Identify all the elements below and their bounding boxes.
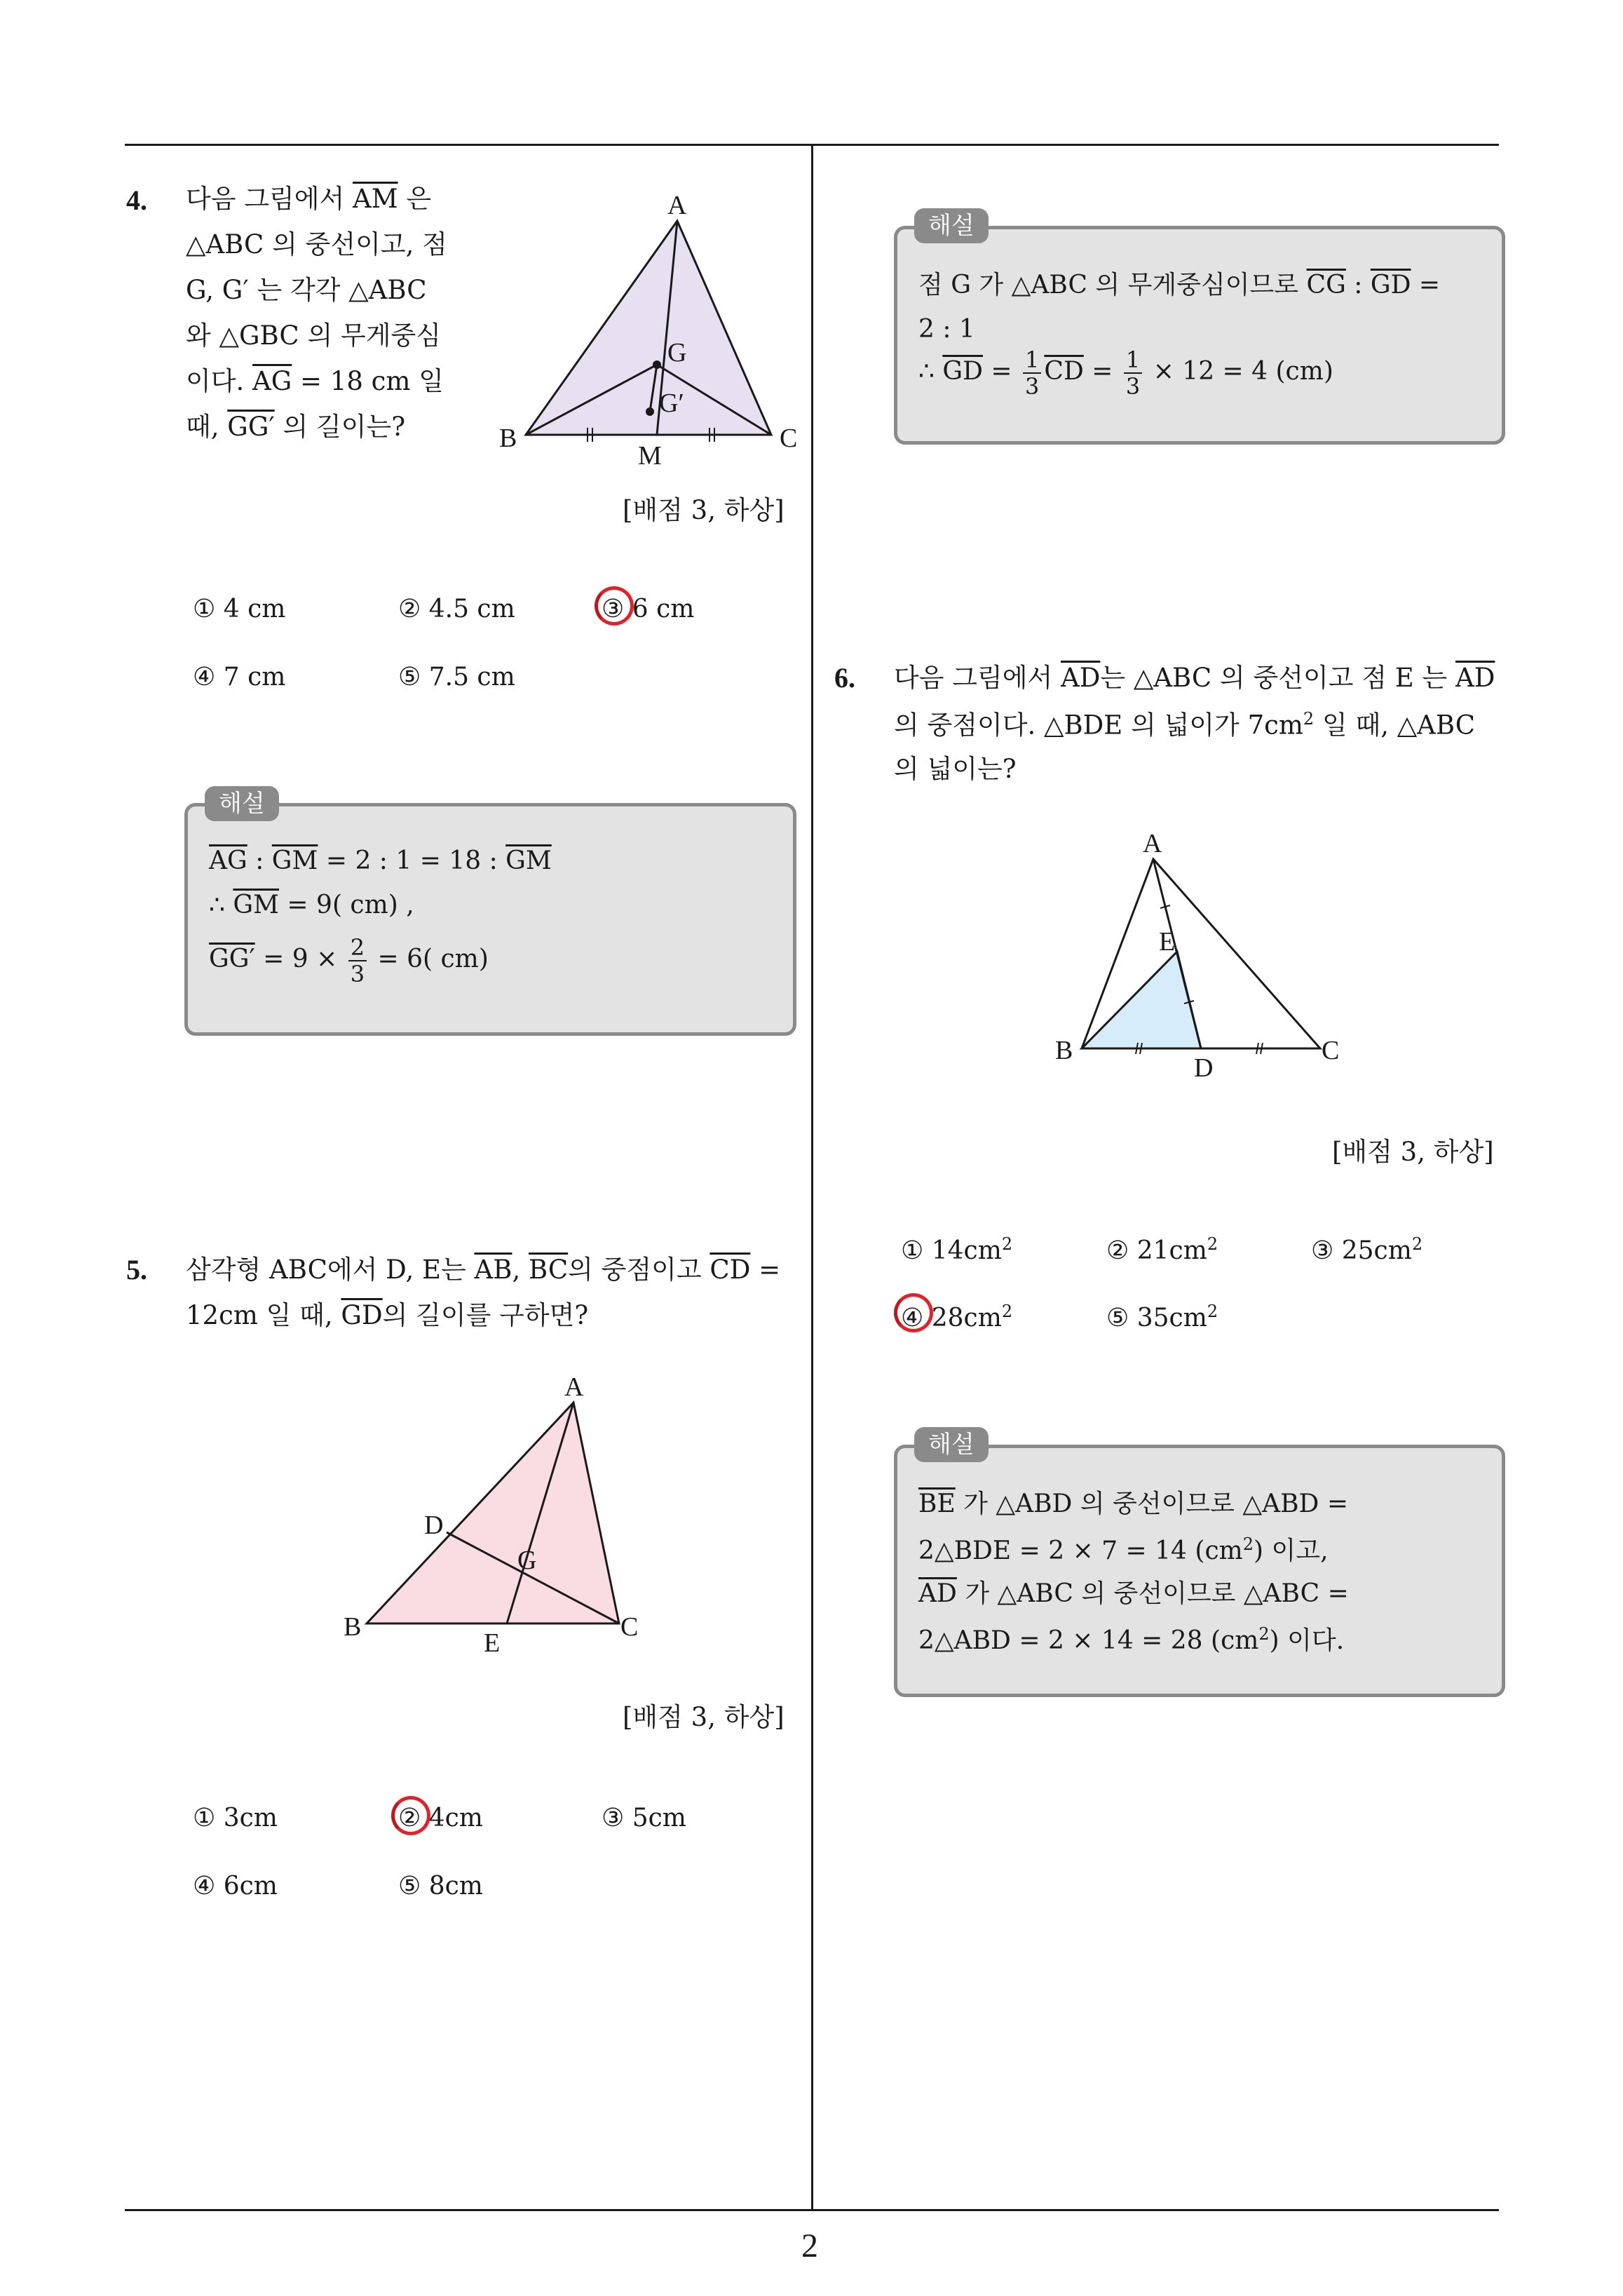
solution-line: 2△BDE = 2 × 7 = 14 $(cm^2)$ 이고, xyxy=(918,1534,1329,1565)
solution-line: $\overline{AG}$ : $\overline{GM} = 2$ : 1 = 18 : $\overline{GM}$ xyxy=(209,846,552,875)
q5-triangle-figure xyxy=(337,1371,659,1652)
label-g: G xyxy=(517,1546,537,1575)
choice-5[interactable]: ⑤ 7.5 cm xyxy=(398,663,515,691)
solution-tag: 해설 xyxy=(914,208,989,243)
point-g-prime xyxy=(646,407,654,416)
solution-line: GG′ = 9 × $\frac{2}{3}$ = 6( cm) xyxy=(209,934,489,987)
q4-triangle-figure xyxy=(491,186,813,473)
page-number: 2 xyxy=(801,2227,818,2264)
score-label: [배점 3, 하상] xyxy=(623,1702,785,1732)
choice-3[interactable]: ③ 5cm xyxy=(602,1804,686,1832)
solution-tag: 해설 xyxy=(914,1427,989,1462)
question-text-line: 삼각형 ABC에서 D, E는 $\overline{AB}$, $\overline{BC}$의 중점이고 $\overline{CD}$ = xyxy=(186,1255,781,1285)
question-text-line: 때, GG′ 의 길이는? xyxy=(186,412,406,442)
triangle-abc xyxy=(367,1403,619,1623)
choice-5[interactable]: ⑤ $35cm^2$ xyxy=(1106,1302,1218,1332)
choice-2[interactable]: ② 4.5 cm xyxy=(398,595,515,623)
solution-line: 2△ABD = 2 × 14 = 28 $(cm^2)$ 이다. xyxy=(918,1624,1345,1655)
label-a: A xyxy=(564,1372,584,1402)
solution-line: 2 : 1 xyxy=(918,315,975,344)
choice-2[interactable]: ② 4cm xyxy=(398,1804,483,1832)
choice-4[interactable]: ④ 7 cm xyxy=(193,663,286,691)
choice-3[interactable]: ③ 6 cm xyxy=(602,595,695,623)
question-text-line: △ABC 의 중선이고, 점 xyxy=(186,229,447,259)
label-a: A xyxy=(1143,829,1162,858)
question-text-line: 다음 그림에서 $\overline{AM}$ 은 xyxy=(186,184,432,214)
choice-5[interactable]: ⑤ 8cm xyxy=(398,1872,483,1900)
question-number: 5. xyxy=(126,1254,147,1285)
answer-circle-mark xyxy=(595,586,634,626)
point-g xyxy=(653,360,661,369)
label-b: B xyxy=(499,424,517,453)
choice-1[interactable]: ① 3cm xyxy=(193,1804,278,1832)
solution-tag: 해설 xyxy=(205,786,279,821)
triangle-abc xyxy=(526,221,771,435)
label-d: D xyxy=(424,1511,444,1540)
label-c: C xyxy=(620,1612,639,1642)
solution-box xyxy=(894,226,1505,445)
label-e: E xyxy=(1159,927,1176,957)
fraction: $\frac{2}{3}$ xyxy=(348,936,367,985)
question-text-line: 다음 그림에서 $\overline{AD}$는 △ABC 의 중선이고 점 E 는 $\overline{AD}$ xyxy=(894,663,1495,693)
question-text-line: 와 △GBC 의 무게중심 xyxy=(186,320,441,351)
solution-line: ∴ $\overline{GM} = 9$( cm) , xyxy=(209,891,414,919)
solution-line: 점 G 가 △ABC 의 무게중심이므로 $\overline{CG}$ : $\overline{GD}$ = xyxy=(918,271,1441,299)
answer-circle-mark xyxy=(894,1293,933,1332)
choice-1[interactable]: ① $14cm^2$ xyxy=(901,1234,1013,1265)
question-text-line: G, G′ 는 각각 △ABC xyxy=(186,275,427,305)
label-d: D xyxy=(1194,1053,1214,1083)
answer-circle-mark xyxy=(391,1796,430,1835)
label-e: E xyxy=(484,1628,501,1652)
label-m: M xyxy=(638,441,662,471)
solution-box xyxy=(894,1445,1505,1697)
fraction: $\frac{1}{3}$ xyxy=(1124,349,1142,398)
fraction: $\frac{1}{3}$ xyxy=(1023,349,1041,398)
choice-4[interactable]: ④ 6cm xyxy=(193,1872,278,1900)
label-b: B xyxy=(344,1612,362,1642)
solution-line: $\overline{BE}$ 가 △ABD 의 중선이므로 △ABD = xyxy=(918,1490,1348,1518)
label-a: A xyxy=(667,191,687,220)
solution-line: $\overline{AD}$ 가 △ABC 의 중선이므로 △ABC = xyxy=(918,1579,1349,1608)
question-number: 4. xyxy=(126,184,147,216)
q6-triangle-figure xyxy=(1055,824,1364,1083)
question-text-line: 의 중점이다. △BDE 의 넓이가 $7cm^2$ 일 때, △ABC xyxy=(894,709,1476,741)
choice-3[interactable]: ③ $25cm^2$ xyxy=(1311,1234,1423,1265)
question-number: 6. xyxy=(834,662,855,694)
choice-2[interactable]: ② $21cm^2$ xyxy=(1106,1234,1218,1265)
question-text-line: 이다. $\overline{AG} = 18$ cm 일 xyxy=(186,366,444,396)
solution-line: ∴ $\overline{GD}$ = $\frac{1}{3}$ $\overline{CD}$ = $\frac{1}{3}$ × 12 = 4 (cm) xyxy=(918,346,1333,400)
question-text-line: 의 넓이는? xyxy=(894,754,1017,784)
question-text-line: 12cm 일 때, $\overline{GD}$의 길이를 구하면? xyxy=(186,1300,589,1330)
label-g: G xyxy=(667,338,687,367)
score-label: [배점 3, 하상] xyxy=(1332,1137,1494,1167)
label-b: B xyxy=(1055,1036,1073,1065)
choice-4[interactable]: ④ $28cm^2$ xyxy=(901,1302,1013,1332)
label-c: C xyxy=(1322,1036,1340,1065)
label-g-prime: G′ xyxy=(659,389,684,418)
solution-box xyxy=(184,803,796,1036)
choice-1[interactable]: ① 4 cm xyxy=(193,595,286,623)
score-label: [배점 3, 하상] xyxy=(623,495,785,525)
label-c: C xyxy=(780,424,798,453)
